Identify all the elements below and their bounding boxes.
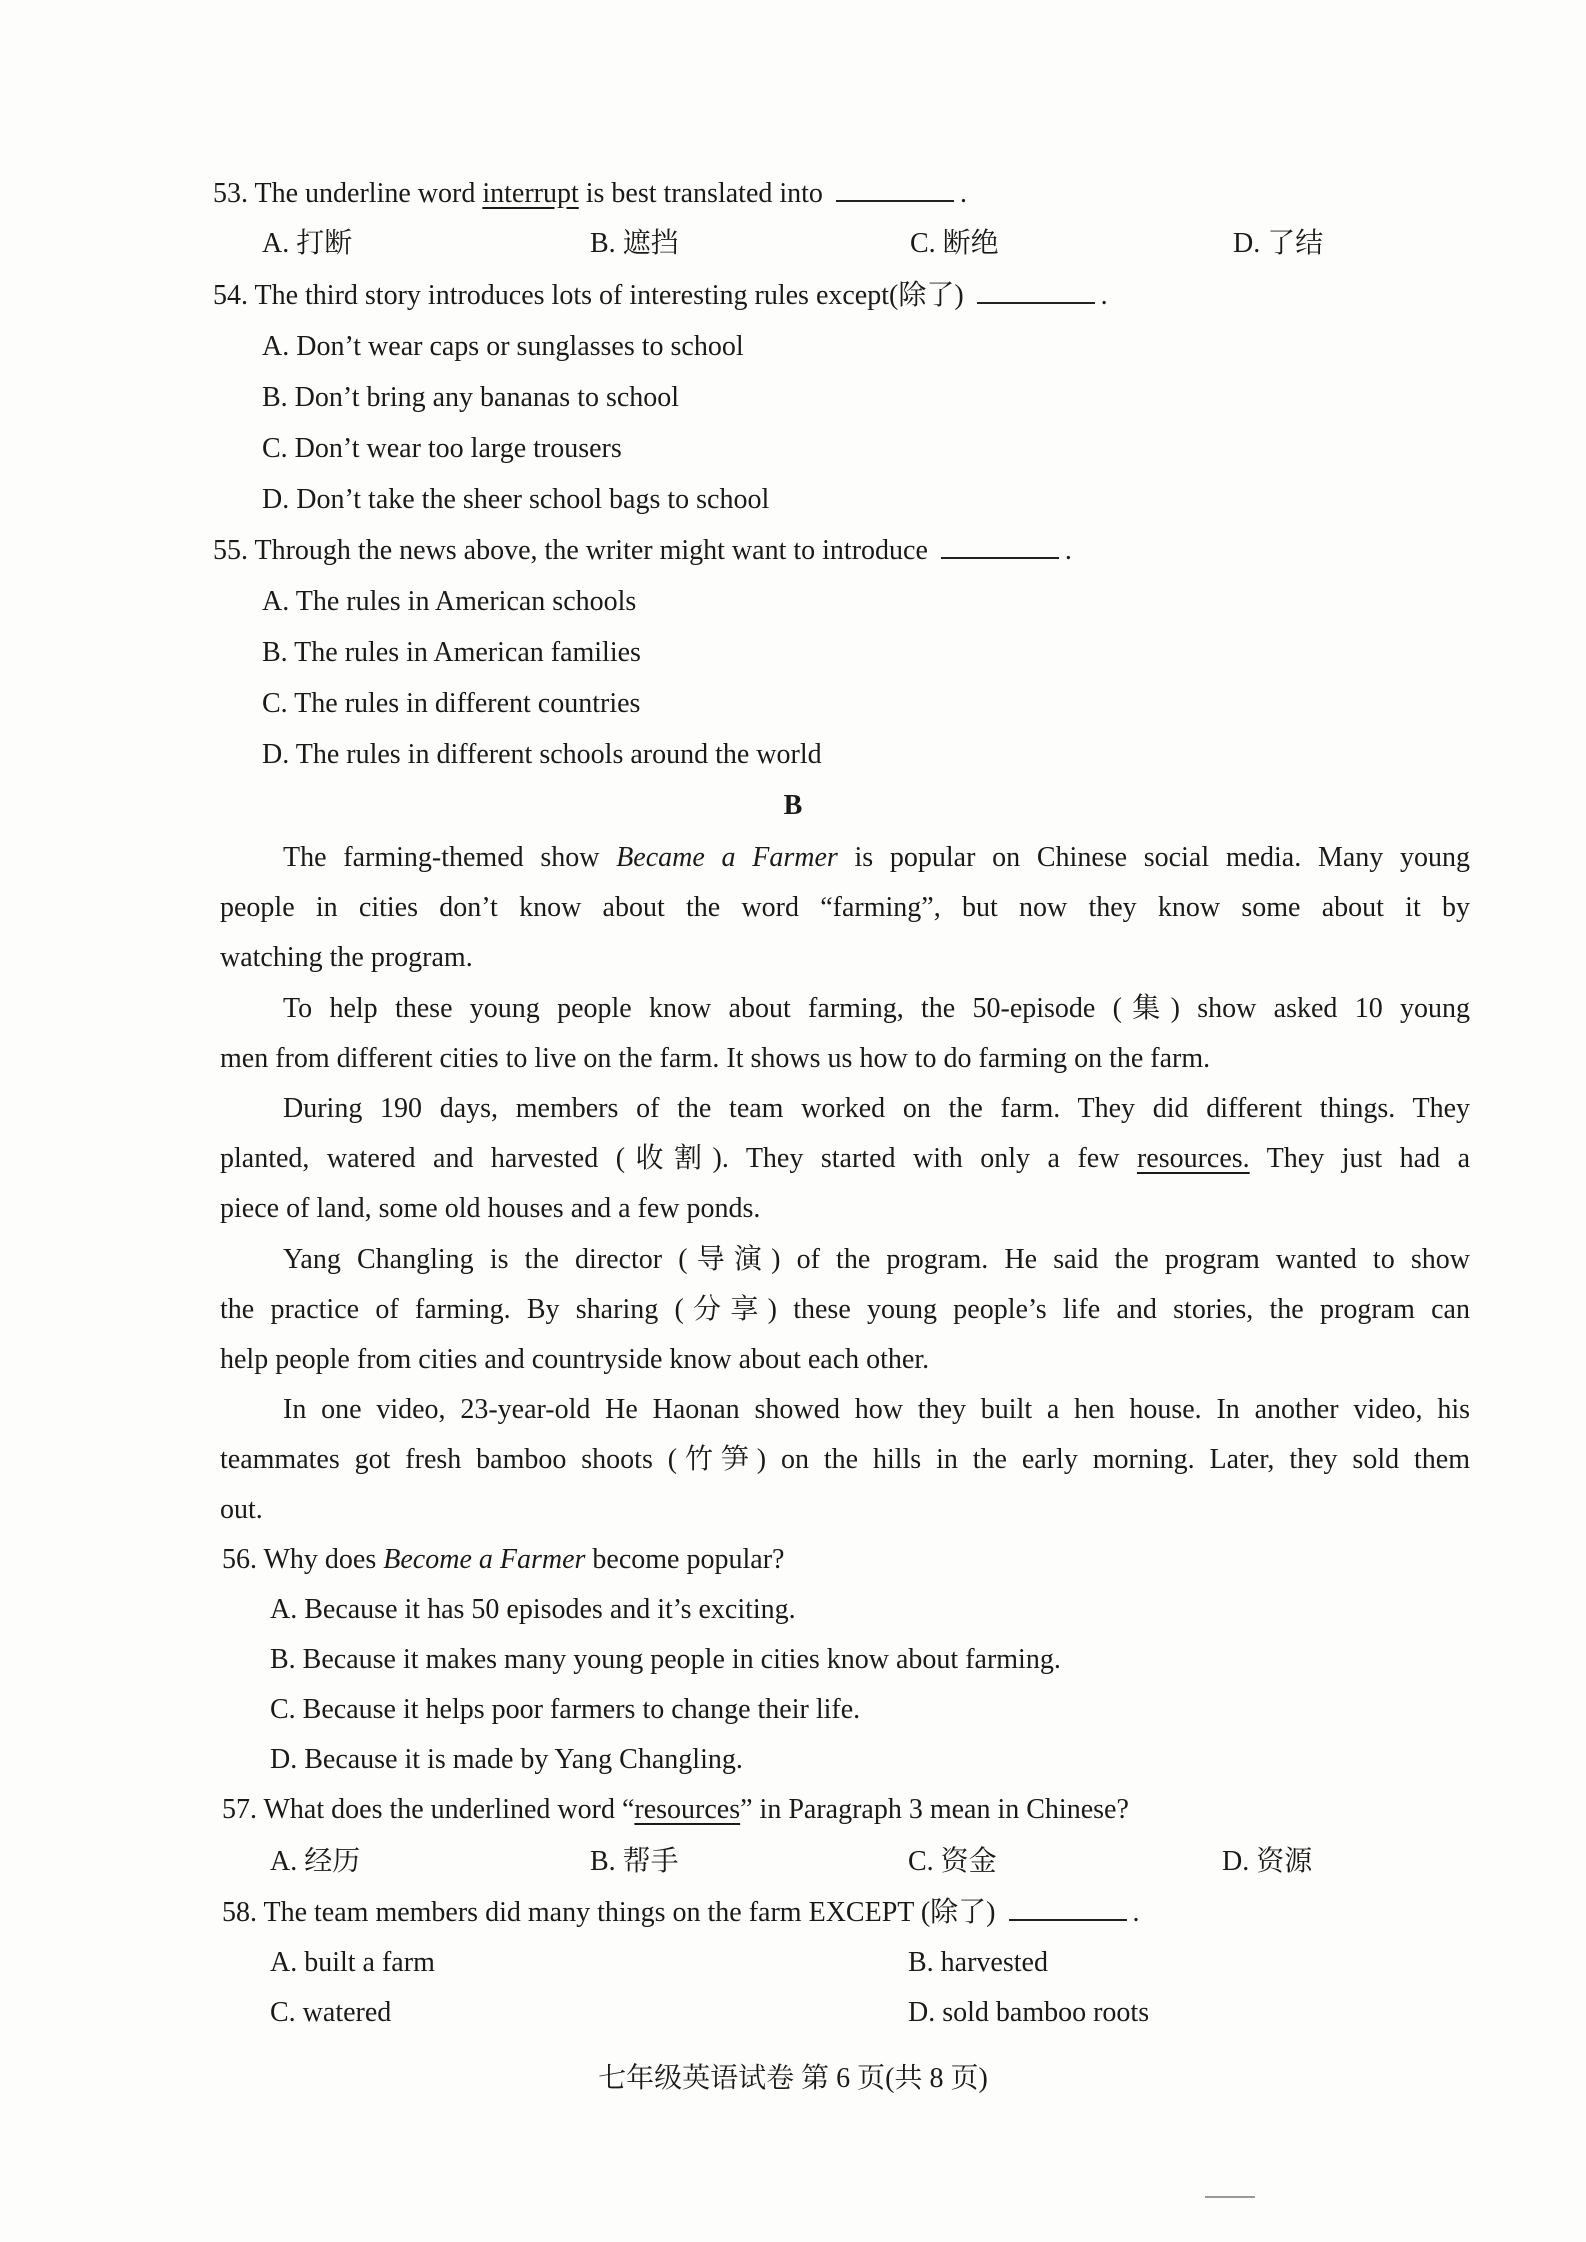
option-b: B. Don’t bring any bananas to school bbox=[262, 382, 680, 413]
underlined-word: interrupt bbox=[482, 178, 579, 209]
question-number: 57. bbox=[222, 1794, 257, 1825]
question-56: 56. Why does Become a Farmer become popular? bbox=[222, 1544, 785, 1575]
question-number: 53. bbox=[213, 178, 248, 209]
underlined-word: resources. bbox=[1136, 1143, 1250, 1174]
passage-p3-line3: piece of land, some old houses and a few ponds. bbox=[220, 1193, 761, 1224]
passage-p4-line1: Yang Changling is the director (导演) of the program. He said the program wanted to show bbox=[283, 1244, 1470, 1275]
question-number: 58. bbox=[222, 1897, 257, 1928]
passage-p5-line1: In one video, 23-year-old He Haonan showed how they built a hen house. In another video, his bbox=[283, 1394, 1470, 1425]
option-a: A. built a farm bbox=[270, 1947, 435, 1978]
option-c: C. Don’t wear too large trousers bbox=[262, 433, 622, 464]
question-text: is best translated into bbox=[585, 178, 823, 209]
answer-blank bbox=[941, 535, 1059, 559]
option-a: A. Don’t wear caps or sunglasses to school bbox=[262, 331, 744, 362]
question-text: Through the news above, the writer might want to introduce bbox=[254, 535, 928, 566]
show-title: Became a Farmer bbox=[616, 842, 838, 873]
scan-mark bbox=[1205, 2196, 1255, 2198]
option-a: A. 打断 bbox=[262, 228, 353, 259]
option-d: D. The rules in different schools around the world bbox=[262, 739, 822, 770]
passage-p4-line2: the practice of farming. By sharing (分享) these young people’s life and stories, the program can bbox=[220, 1294, 1470, 1325]
option-c: C. watered bbox=[270, 1997, 392, 2028]
section-heading: B bbox=[783, 790, 803, 821]
passage-p5-line2: teammates got fresh bamboo shoots (竹笋) on the hills in the early morning. Later, they sold them bbox=[220, 1444, 1470, 1475]
passage-p3-line2: planted, watered and harvested (收割). They started with only a few resources. They just had a bbox=[220, 1143, 1470, 1174]
passage-p2-line1: To help these young people know about farming, the 50-episode (集) show asked 10 young bbox=[283, 993, 1470, 1024]
option-b: B. 帮手 bbox=[590, 1846, 679, 1877]
passage-p1-line2: people in cities don’t know about the word “farming”, but now they know some about it by bbox=[220, 892, 1470, 923]
option-d: D. sold bamboo roots bbox=[908, 1997, 1150, 2028]
option-d: D. Because it is made by Yang Changling. bbox=[270, 1744, 743, 1775]
option-d: D. Don’t take the sheer school bags to school bbox=[262, 484, 770, 515]
page-footer: 七年级英语试卷 第 6 页(共 8 页) bbox=[598, 2063, 988, 2094]
passage-p1-line1: The farming-themed show Became a Farmer is popular on Chinese social media. Many young bbox=[283, 842, 1470, 873]
passage-p1-line3: watching the program. bbox=[220, 942, 473, 973]
option-a: A. Because it has 50 episodes and it’s exciting. bbox=[270, 1594, 796, 1625]
question-number: 54. bbox=[213, 280, 248, 311]
option-b: B. 遮挡 bbox=[590, 228, 679, 259]
option-c: C. Because it helps poor farmers to change their life. bbox=[270, 1694, 861, 1725]
option-b: B. Because it makes many young people in cities know about farming. bbox=[270, 1644, 1061, 1675]
option-b: B. The rules in American families bbox=[262, 637, 641, 668]
answer-blank bbox=[977, 280, 1095, 304]
answer-blank bbox=[1009, 1897, 1127, 1921]
option-d: D. 资源 bbox=[1222, 1846, 1313, 1877]
underlined-word: resources bbox=[634, 1794, 741, 1825]
passage-p4-line3: help people from cities and countryside know about each other. bbox=[220, 1344, 930, 1375]
passage-p3-line1: During 190 days, members of the team worked on the farm. They did different things. They bbox=[283, 1093, 1470, 1124]
question-58: 58. The team members did many things on the farm EXCEPT (除了) . bbox=[222, 1897, 1140, 1928]
option-c: C. 资金 bbox=[908, 1846, 997, 1877]
option-c: C. The rules in different countries bbox=[262, 688, 641, 719]
question-text: The underline word bbox=[254, 178, 476, 209]
question-53: 53. The underline word interrupt is best translated into . bbox=[213, 178, 967, 209]
question-number: 55. bbox=[213, 535, 248, 566]
option-a: A. 经历 bbox=[270, 1846, 361, 1877]
option-c: C. 断绝 bbox=[910, 228, 999, 259]
option-b: B. harvested bbox=[908, 1947, 1048, 1978]
passage-p2-line2: men from different cities to live on the farm. It shows us how to do farming on the farm. bbox=[220, 1043, 1211, 1074]
question-54: 54. The third story introduces lots of interesting rules except(除了) . bbox=[213, 280, 1108, 311]
show-title: Become a Farmer bbox=[383, 1544, 586, 1575]
option-a: A. The rules in American schools bbox=[262, 586, 637, 617]
passage-p5-line3: out. bbox=[220, 1494, 263, 1525]
answer-blank bbox=[836, 178, 954, 202]
question-57: 57. What does the underlined word “resources” in Paragraph 3 mean in Chinese? bbox=[222, 1794, 1129, 1825]
question-55: 55. Through the news above, the writer might want to introduce . bbox=[213, 535, 1072, 566]
question-text: The third story introduces lots of interesting rules except(除了) bbox=[254, 280, 964, 311]
question-number: 56. bbox=[222, 1544, 257, 1575]
option-d: D. 了结 bbox=[1233, 228, 1324, 259]
